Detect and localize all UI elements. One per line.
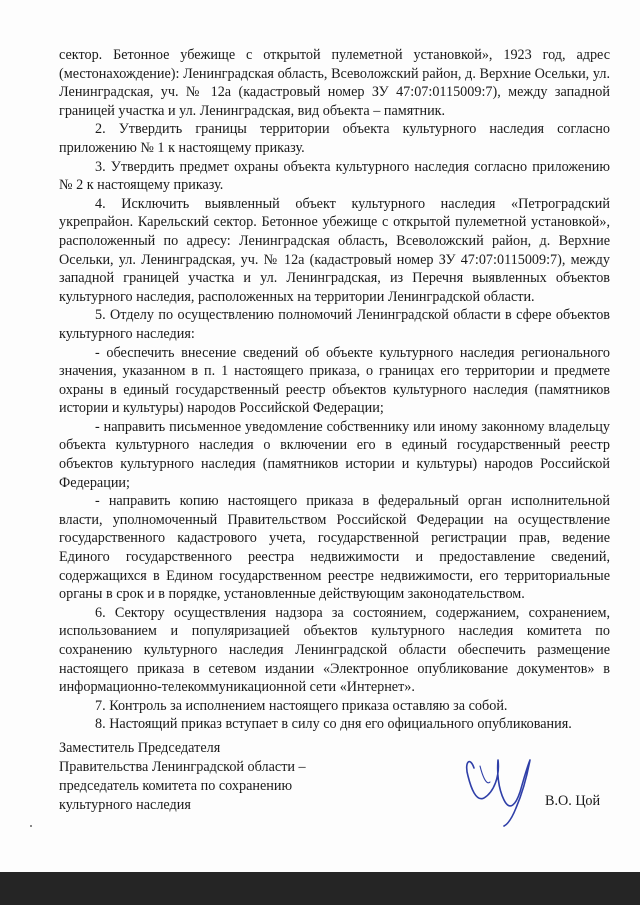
paragraph-item-7: 7. Контроль за исполнением настоящего приказа оставляю за собой. xyxy=(95,697,508,714)
signatory-title-block xyxy=(59,739,359,815)
document-body xyxy=(59,46,610,734)
paragraph-item-5-bullet-3: - направить копию настоящего приказа в федеральный орган исполнительной власти, уполномоченный Правительством Российской Федерации на осуществление государственного кадастрового учета, государственной регистрации прав, ведение Единого государственного реестра недвижимости и предоставление сведений, содержащихся в Едином государственном реестре недвижимости, его территориальные органы в срок и в порядке, установленные действующим законодательством. xyxy=(59,493,610,603)
paragraph-item-2: 2. Утвердить границы территории объекта культурного наследия согласно приложению № 1 к настоящему приказу. xyxy=(59,121,610,156)
signatory-title-line: Правительства Ленинградской области – xyxy=(59,759,306,775)
paragraph-item-5: 5. Отделу по осуществлению полномочий Ленинградской области в сфере объектов культурного наследия: xyxy=(59,307,610,342)
handwritten-signature xyxy=(460,746,540,828)
signatory-title-line: Заместитель Председателя xyxy=(59,740,221,756)
paragraph-item-8: 8. Настоящий приказ вступает в силу со дня его официального опубликования. xyxy=(95,716,572,733)
signatory-name: В.О. Цой xyxy=(545,793,601,809)
paragraph-item-5-bullet-1: - обеспечить внесение сведений об объекте культурного наследия регионального значения, указанном в п. 1 настоящего приказа, о границах его территории и предмете охраны в единый государственный реестр объектов культурного наследия (памятников истории и культуры) народов Российской Федерации; xyxy=(59,344,610,417)
scan-speck xyxy=(30,825,32,827)
signatory-title-line: председатель комитета по сохранению xyxy=(59,778,293,794)
paragraph-continuation: сектор. Бетонное убежище с открытой пулеметной установкой», 1923 год, адрес (местонахождение): Ленинградская область, Всеволожский район, д. Верхние Осельки, ул. Ленинградская, уч. № 12а (кадастровый номер ЗУ 47:07:0115009:7), между западной границей участка и ул. Ленинградская, вид объекта – памятник. xyxy=(59,47,610,119)
paragraph-item-5-bullet-2: - направить письменное уведомление собственнику или иному законному владельцу объекта культурного наследия о включении его в единый государственный реестр объектов культурного наследия (памятников истории и культуры) народов Российской Федерации; xyxy=(59,418,610,491)
paragraph-item-3: 3. Утвердить предмет охраны объекта культурного наследия согласно приложению № 2 к настоящему приказу. xyxy=(59,158,610,194)
scan-bottom-border xyxy=(0,872,640,905)
paragraph-item-4: 4. Исключить выявленный объект культурного наследия «Петроградский укрепрайон. Карельский сектор. Бетонное убежище с открытой пулеметной установкой», расположенный по адресу: Ленинградская область, Всеволожский район, д. Верхние Осельки, ул. Ленинградская, уч. № 12а (кадастровый номер ЗУ 47:07:0115009:7), между западной границей участка и ул. Ленинградская, из Перечня выявленных объектов культурного наследия, расположенных на территории Ленинградской области. xyxy=(59,195,610,305)
signatory-title-line: культурного наследия xyxy=(59,797,191,813)
paragraph-item-6: 6. Сектору осуществления надзора за состоянием, содержанием, сохранением, использованием и популяризацией объектов культурного наследия комитета по сохранению культурного наследия Ленинградской области обеспечить размещение настоящего приказа в сетевом издании «Электронное опубликование документов» в информационно-телекоммуникационной сети «Интернет». xyxy=(59,604,610,696)
